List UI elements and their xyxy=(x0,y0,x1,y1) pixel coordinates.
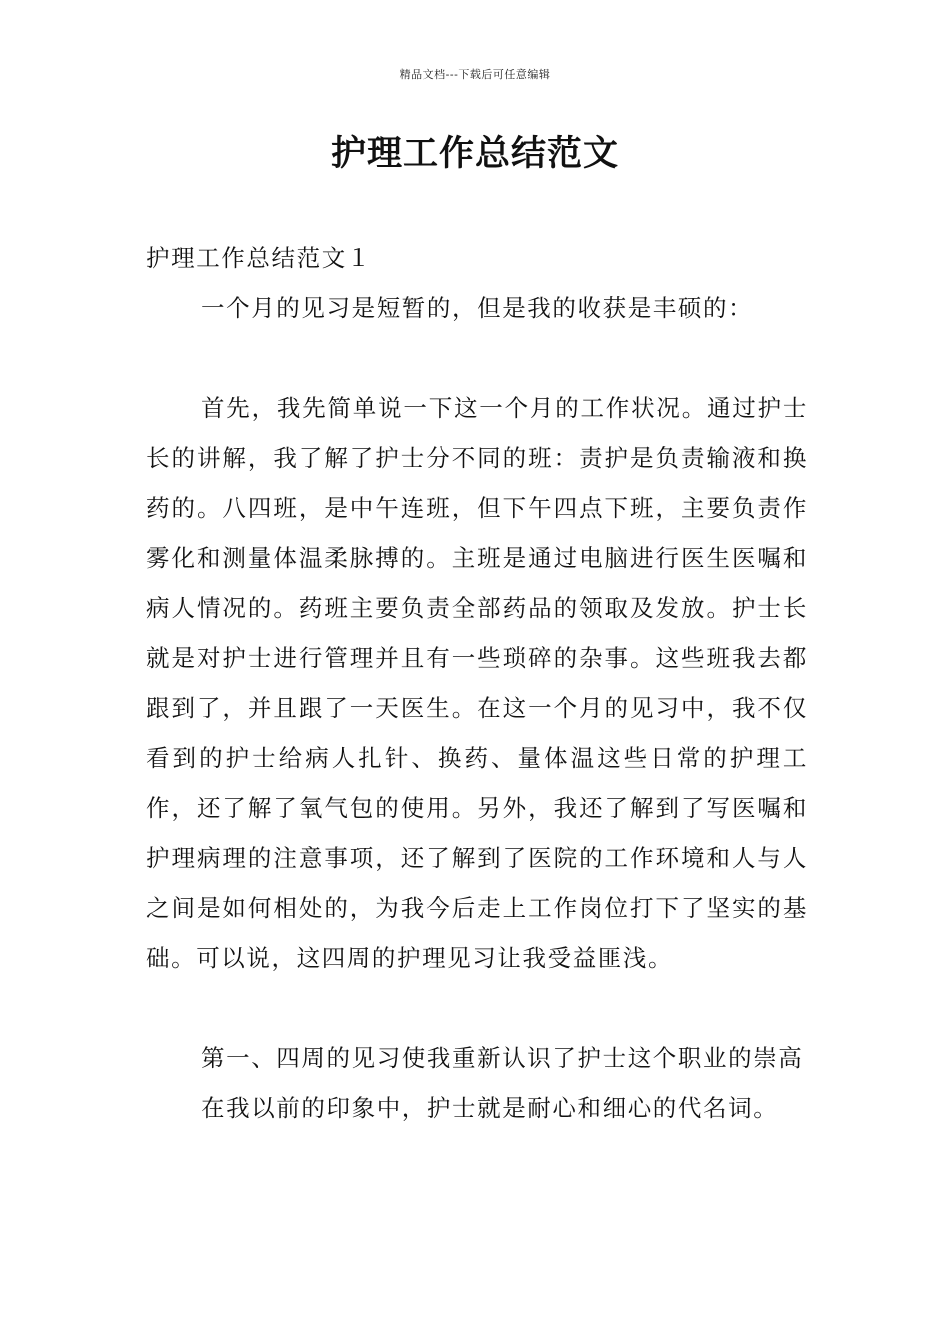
paragraph-impression: 在我以前的印象中，护士就是耐心和细心的代名词。 xyxy=(201,1094,779,1122)
paragraph-point-one-heading: 第一、四周的见习使我重新认识了护士这个职业的崇高 xyxy=(201,1044,804,1072)
section-heading: 护理工作总结范文１ xyxy=(146,244,372,272)
document-body xyxy=(146,233,808,1133)
paragraph-work-status: 首先，我先简单说一下这一个月的工作状况。通过护士长的讲解，我了解了护士分不同的班：责护是负责输液和换药的。八四班，是中午连班，但下午四点下班，主要负责作雾化和测量体温柔脉搏的。主班是通过电脑进行医生医嘱和病人情况的。药班主要负责全部药品的领取及发放。护士长就是对护士进行管理并且有一些琐碎的杂事。这些班我去都跟到了，并且跟了一天医生。在这一个月的见习中，我不仅看到的护士给病人扎针、换药、量体温这些日常的护理工作，还了解了氧气包的使用。另外，我还了解到了写医嘱和护理病理的注意事项，还了解到了医院的工作环境和人与人之间是如何相处的，为我今后走上工作岗位打下了坚实的基础。可以说，这四周的护理见习让我受益匪浅。 xyxy=(146,394,808,972)
document-title: 护理工作总结范文 xyxy=(330,134,619,174)
paragraph-intro: 一个月的见习是短暂的，但是我的收获是丰硕的： xyxy=(201,294,754,322)
header-note: 精品文档---下载后可任意编辑 xyxy=(399,68,551,81)
